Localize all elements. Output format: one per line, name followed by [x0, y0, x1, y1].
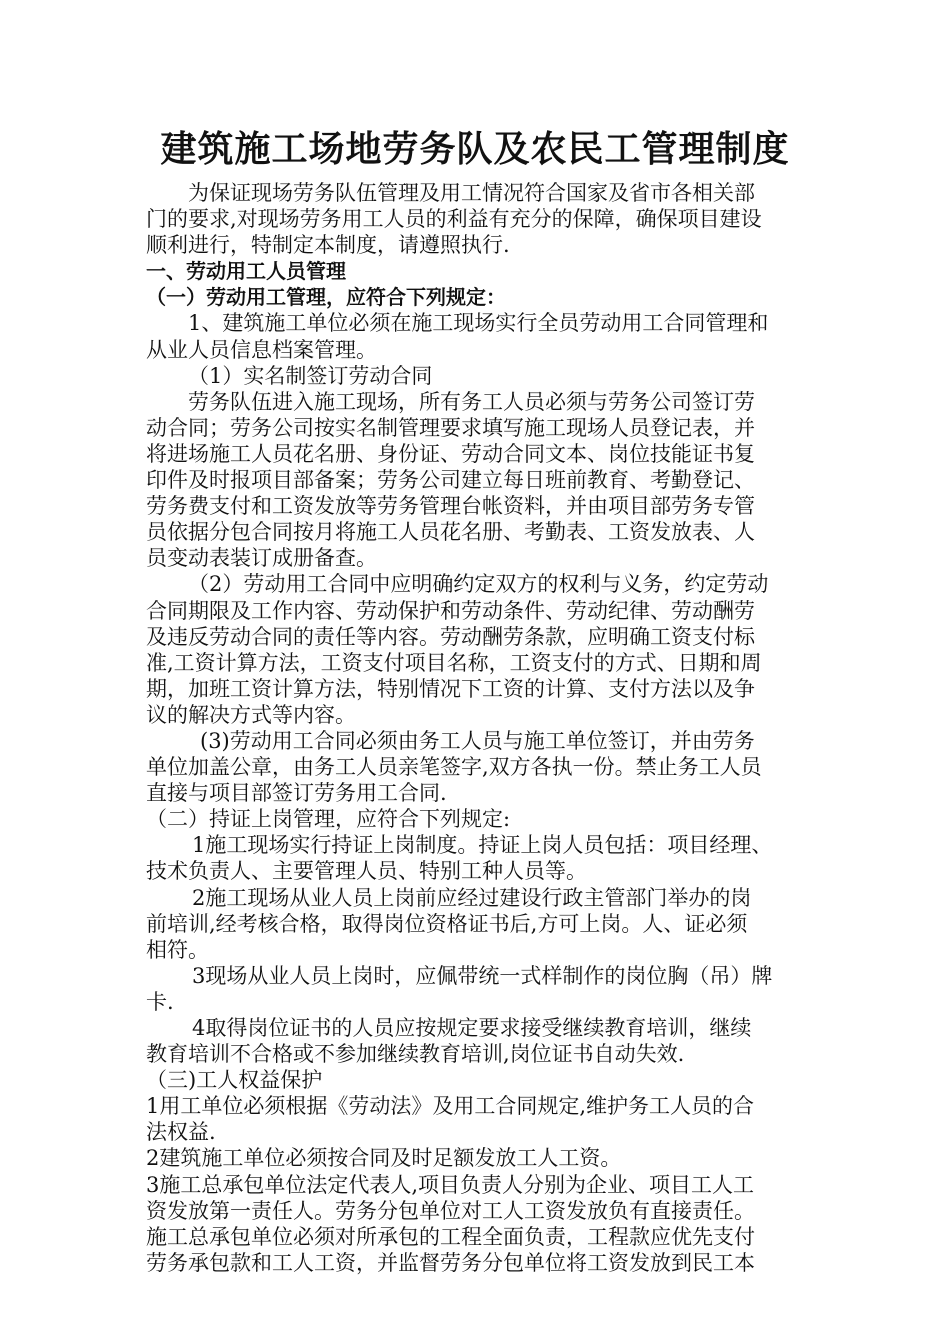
subsection-heading: （二）持证上岗管理，应符合下列规定:	[146, 807, 511, 832]
paragraph-line: 准,工资计算方法，工资支付项目名称，工资支付的方式、日期和周	[146, 650, 762, 675]
section-heading: 一、劳动用工人员管理	[146, 259, 346, 284]
paragraph-line: 1用工单位必须根据《劳动法》及用工合同规定,维护务工人员的合	[146, 1094, 755, 1119]
paragraph-line: 从业人员信息档案管理。	[146, 337, 377, 362]
paragraph-line: 法权益.	[146, 1120, 216, 1145]
paragraph-line: 卡.	[146, 989, 174, 1014]
document-title: 建筑施工场地劳务队及农民工管理制度	[160, 129, 790, 170]
paragraph-line: 相符。	[146, 937, 209, 962]
paragraph-line: 劳务费支付和工资发放等劳务管理台帐资料，并由项目部劳务专管	[146, 494, 755, 519]
paragraph-line: 直接与项目部签订劳务用工合同.	[146, 781, 447, 806]
paragraph-line: 技术负责人、主要管理人员、特别工种人员等。	[146, 859, 587, 884]
subsection-heading: （一）劳动用工管理，应符合下列规定：	[146, 285, 506, 310]
paragraph-line: 为保证现场劳务队伍管理及用工情况符合国家及省市各相关部	[188, 181, 755, 205]
paragraph-line: 动合同；劳务公司按实名制管理要求填写施工现场人员登记表，并	[146, 415, 755, 440]
paragraph-line: 及违反劳动合同的责任等内容。劳动酬劳条款，应明确工资支付标	[146, 624, 755, 649]
subsection-heading: （三)工人权益保护	[146, 1068, 323, 1093]
paragraph-line: 印件及时报项目部备案；劳务公司建立每日班前教育、考勤登记、	[146, 468, 755, 493]
paragraph-line: 施工总承包单位必须对所承包的工程全面负责，工程款应优先支付	[146, 1224, 755, 1249]
paragraph-line: 1、建筑施工单位必须在施工现场实行全员劳动用工合同管理和	[188, 311, 769, 336]
paragraph-line: 1施工现场实行持证上岗制度。持证上岗人员包括：项目经理、	[192, 833, 773, 858]
paragraph-line: 资发放第一责任人。劳务分包单位对工人工资发放负有直接责任。	[146, 1198, 755, 1223]
paragraph-line: 门的要求,对现场劳务用工人员的利益有充分的保障，确保项目建设	[146, 207, 762, 232]
paragraph-line: 2建筑施工单位必须按合同及时足额发放工人工资。	[146, 1146, 622, 1171]
paragraph-line: 将进场施工人员花名册、身份证、劳动合同文本、岗位技能证书复	[146, 441, 755, 466]
document-body	[146, 180, 818, 1276]
paragraph-line: 3施工总承包单位法定代表人,项目负责人分别为企业、项目工人工	[146, 1172, 755, 1197]
paragraph-line: 合同期限及工作内容、劳动保护和劳动条件、劳动纪律、劳动酬劳	[146, 598, 755, 623]
paragraph-line: 单位加盖公章，由务工人员亲笔签字,双方各执一份。禁止务工人员	[146, 755, 762, 780]
paragraph-line: 员依据分包合同按月将施工人员花名册、考勤表、工资发放表、人	[146, 520, 755, 545]
paragraph-line: 教育培训不合格或不参加继续教育培训,岗位证书自动失效.	[146, 1042, 685, 1067]
paragraph-line: 顺利进行，特制定本制度，请遵照执行.	[146, 233, 510, 258]
paragraph-line: （2）劳动用工合同中应明确约定双方的权利与义务，约定劳动	[188, 572, 769, 597]
paragraph-line: 议的解决方式等内容。	[146, 702, 356, 727]
paragraph-line: 期，加班工资计算方法，特别情况下工资的计算、支付方法以及争	[146, 676, 755, 701]
paragraph-line: 4取得岗位证书的人员应按规定要求接受继续教育培训，继续	[192, 1016, 752, 1040]
paragraph-line: (3)劳动用工合同必须由务工人员与施工单位签订，并由劳务	[200, 728, 755, 753]
clause-heading: （1）实名制签订劳动合同	[188, 363, 433, 388]
paragraph-line: 2施工现场从业人员上岗前应经过建设行政主管部门举办的岗	[192, 885, 752, 910]
paragraph-line: 劳务队伍进入施工现场，所有务工人员必须与劳务公司签订劳	[188, 389, 755, 414]
paragraph-line: 劳务承包款和工人工资，并监督劳务分包单位将工资发放到民工本	[146, 1250, 755, 1275]
paragraph-line: 3现场从业人员上岗时，应佩带统一式样制作的岗位胸（吊）牌	[192, 963, 773, 988]
paragraph-line: 员变动表装订成册备查。	[146, 546, 377, 571]
paragraph-line: 前培训,经考核合格，取得岗位资格证书后,方可上岗。人、证必须	[146, 911, 748, 936]
